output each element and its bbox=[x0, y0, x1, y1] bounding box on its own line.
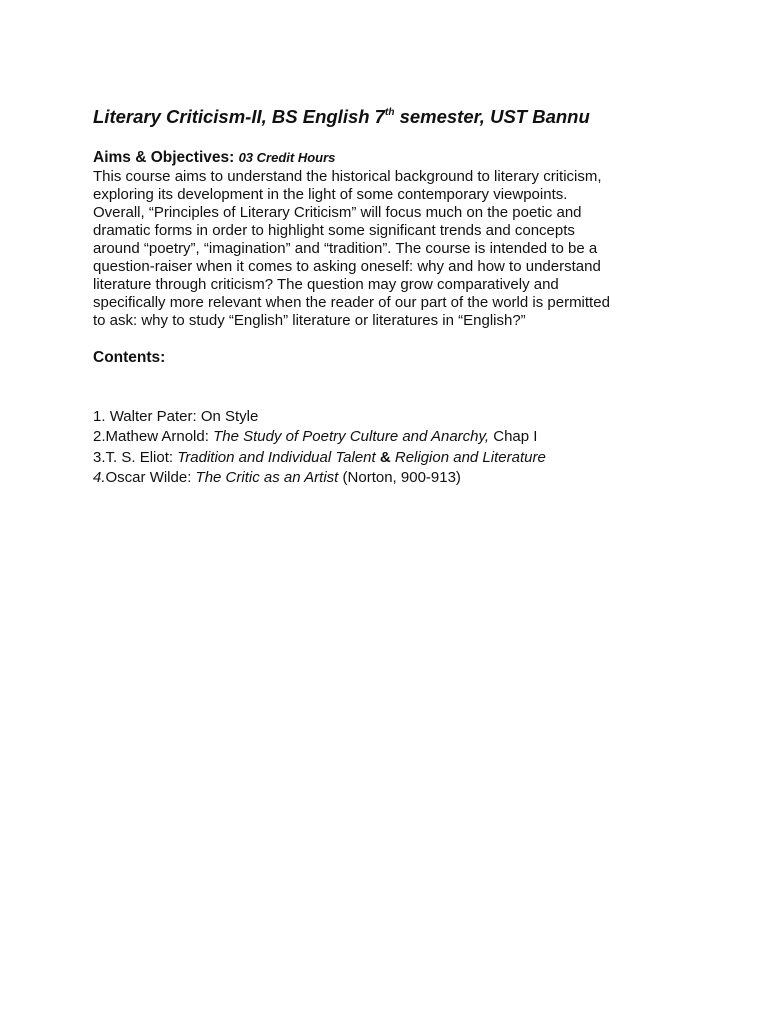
item-work: Tradition and Individual Talent bbox=[177, 448, 376, 466]
item-author: Walter Pater: On Style bbox=[109, 408, 259, 425]
list-item bbox=[93, 448, 693, 469]
item-number: 2. bbox=[93, 428, 106, 445]
aims-line: This course aims to understand the historical background to literary criticism, bbox=[93, 168, 602, 185]
aims-line: specifically more relevant when the reader of our part of the world is permitted bbox=[93, 294, 610, 311]
item-work: The Study of Poetry Culture and Anarchy, bbox=[213, 428, 490, 445]
aims-paragraph bbox=[93, 168, 693, 330]
aims-line: around “poetry”, “imagination” and “tradition”. The course is intended to be a bbox=[93, 240, 598, 257]
aims-heading bbox=[93, 148, 693, 168]
aims-line: Overall, “Principles of Literary Criticism” will focus much on the poetic and bbox=[93, 204, 582, 221]
contents-heading: Contents: bbox=[93, 349, 166, 366]
title-prefix: Literary Criticism-II, BS English 7 bbox=[93, 106, 385, 127]
credit-hours: 03 Credit Hours bbox=[238, 150, 336, 165]
aims-heading-label: Aims & Objectives: bbox=[93, 149, 239, 166]
title-superscript: th bbox=[384, 106, 395, 118]
document-title bbox=[93, 104, 693, 130]
item-number: 4. bbox=[93, 469, 106, 486]
aims-line: to ask: why to study “English” literature or literatures in “English?” bbox=[93, 312, 526, 329]
item-extra: (Norton, 900-913) bbox=[338, 469, 461, 486]
item-number: 1. bbox=[93, 408, 110, 425]
aims-line: question-raiser when it comes to asking oneself: why and how to understand bbox=[93, 258, 601, 275]
title-suffix: semester, UST Bannu bbox=[394, 106, 590, 127]
document-page bbox=[93, 104, 693, 489]
contents-list bbox=[93, 406, 693, 489]
aims-line: literature through criticism? The question may grow comparatively and bbox=[93, 276, 559, 293]
list-item bbox=[93, 406, 693, 427]
list-item bbox=[93, 468, 693, 489]
item-author: Oscar Wilde: bbox=[105, 469, 196, 486]
item-work: Religion and Literature bbox=[394, 448, 546, 466]
item-work: The Critic as an Artist bbox=[195, 469, 339, 486]
aims-line: exploring its development in the light of some contemporary viewpoints. bbox=[93, 186, 568, 203]
list-item bbox=[93, 427, 693, 448]
item-author: T. S. Eliot: bbox=[105, 448, 178, 466]
item-number: 3. bbox=[93, 448, 106, 466]
aims-line: dramatic forms in order to highlight some significant trends and concepts bbox=[93, 222, 575, 239]
item-author: Mathew Arnold: bbox=[105, 428, 214, 445]
item-extra: Chap I bbox=[489, 428, 538, 445]
item-ampersand: & bbox=[375, 448, 395, 466]
